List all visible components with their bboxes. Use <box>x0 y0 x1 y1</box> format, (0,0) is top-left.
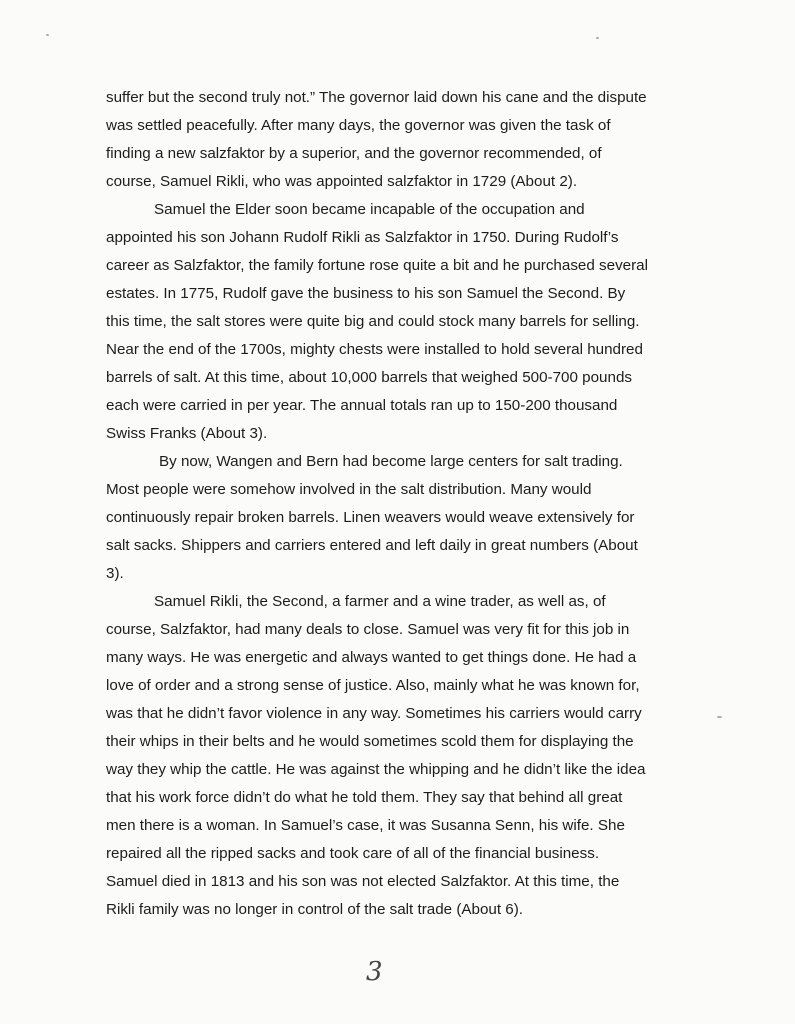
text-line: many ways. He was energetic and always wanted to get things done. He had a <box>106 649 637 666</box>
text-line: 3). <box>106 565 124 582</box>
text-line: barrels of salt. At this time, about 10,000 barrels that weighed 500-700 pounds <box>106 369 632 386</box>
text-line: Rikli family was no longer in control of the salt trade (About 6). <box>106 901 524 918</box>
text-line: Samuel died in 1813 and his son was not elected Salzfaktor. At this time, the <box>106 873 620 890</box>
text-line: Near the end of the 1700s, mighty chests were installed to hold several hundred <box>106 341 643 358</box>
text-line: men there is a woman. In Samuel’s case, it was Susanna Senn, his wife. She <box>106 817 625 834</box>
text-line: continuously repair broken barrels. Linen weavers would weave extensively for <box>106 509 635 526</box>
scan-speck <box>717 716 722 718</box>
page-number: 3 <box>366 957 383 987</box>
text-line: appointed his son Johann Rudolf Rikli as Salzfaktor in 1750. During Rudolf’s <box>106 229 619 246</box>
text-line: course, Salzfaktor, had many deals to close. Samuel was very fit for this job in <box>106 621 630 638</box>
text-line: Samuel Rikli, the Second, a farmer and a wine trader, as well as, of <box>154 593 606 610</box>
text-line: way they whip the cattle. He was against the whipping and he didn’t like the idea <box>106 761 646 778</box>
text-line: Samuel the Elder soon became incapable of the occupation and <box>154 201 585 218</box>
text-line: their whips in their belts and he would sometimes scold them for displaying the <box>106 733 634 750</box>
text-line: suffer but the second truly not.” The governor laid down his cane and the dispute <box>106 89 647 106</box>
text-line: that his work force didn’t do what he told them. They say that behind all great <box>106 789 623 806</box>
text-line: By now, Wangen and Bern had become large centers for salt trading. <box>159 453 623 470</box>
text-line: salt sacks. Shippers and carriers entered and left daily in great numbers (About <box>106 537 638 554</box>
text-line: was that he didn’t favor violence in any way. Sometimes his carriers would carry <box>106 705 642 722</box>
text-line: love of order and a strong sense of justice. Also, mainly what he was known for, <box>106 677 640 694</box>
text-line: was settled peacefully. After many days, the governor was given the task of <box>106 117 611 134</box>
text-line: each were carried in per year. The annual totals ran up to 150-200 thousand <box>106 397 618 414</box>
text-line: this time, the salt stores were quite big and could stock many barrels for selling. <box>106 313 640 330</box>
text-line: estates. In 1775, Rudolf gave the business to his son Samuel the Second. By <box>106 285 626 302</box>
text-line: course, Samuel Rikli, who was appointed salzfaktor in 1729 (About 2). <box>106 173 578 190</box>
text-line: repaired all the ripped sacks and took care of all of the financial business. <box>106 845 600 862</box>
scan-speck <box>596 37 599 39</box>
text-line: career as Salzfaktor, the family fortune rose quite a bit and he purchased several <box>106 257 648 274</box>
scan-speck <box>46 34 49 36</box>
text-line: finding a new salzfaktor by a superior, and the governor recommended, of <box>106 145 602 162</box>
text-line: Swiss Franks (About 3). <box>106 425 268 442</box>
text-line: Most people were somehow involved in the salt distribution. Many would <box>106 481 592 498</box>
